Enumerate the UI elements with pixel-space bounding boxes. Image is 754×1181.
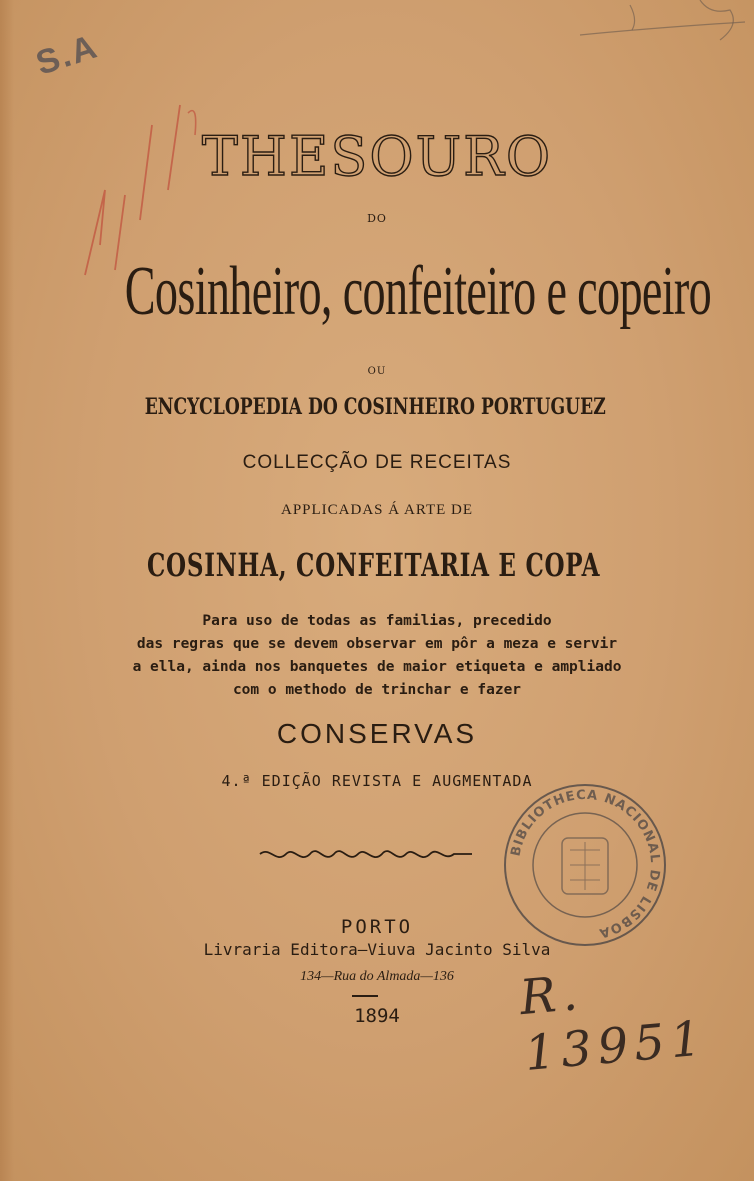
cosinha-heading: COSINHA, CONFEITARIA E COPA xyxy=(146,546,601,584)
description-line: a ella, ainda nos banquetes de maior etiqueta e ampliado xyxy=(132,659,622,675)
conservas-heading: CONSERVAS xyxy=(276,718,478,749)
ornament-flourish xyxy=(258,842,474,866)
book-title: THESOURO xyxy=(201,125,553,188)
publisher-line: Livraria Editora—Viuva Jacinto Silva xyxy=(203,940,551,959)
library-stamp-text: BIBLIOTHECA NACIONAL DE LISBOA xyxy=(508,787,663,941)
description-line: Para uso de todas as familias, precedido xyxy=(202,613,552,629)
pencil-marks-top xyxy=(560,0,754,60)
colleccao-line: COLLECÇÃO DE RECEITAS xyxy=(242,452,512,473)
publication-year: 1894 xyxy=(354,1005,400,1027)
book-subtitle: Cosinheiro, confeiteiro e copeiro xyxy=(124,253,712,330)
edition-line: 4.ª EDIÇÃO REVISTA E AUGMENTADA xyxy=(221,772,533,790)
applicadas-line: APPLICADAS Á ARTE DE xyxy=(280,502,474,518)
description-line: das regras que se devem observar em pôr a meza e servir xyxy=(136,636,618,652)
description-block xyxy=(0,610,754,702)
title-connector: DO xyxy=(367,212,387,225)
description-line: com o methodo de trinchar e fazer xyxy=(232,682,522,698)
publication-city: PORTO xyxy=(340,916,414,938)
catalog-stamp-text: S.A xyxy=(31,27,103,83)
handwritten-shelfmark: R. 13951 xyxy=(517,964,710,1082)
encyclopedia-line: ENCYCLOPEDIA DO COSINHEIRO PORTUGUEZ xyxy=(144,394,606,420)
subtitle-connector: OU xyxy=(367,366,387,377)
divider-rule xyxy=(352,995,378,997)
catalog-stamp xyxy=(32,27,104,83)
publisher-address: 134—Rua do Almada—136 xyxy=(300,969,454,984)
